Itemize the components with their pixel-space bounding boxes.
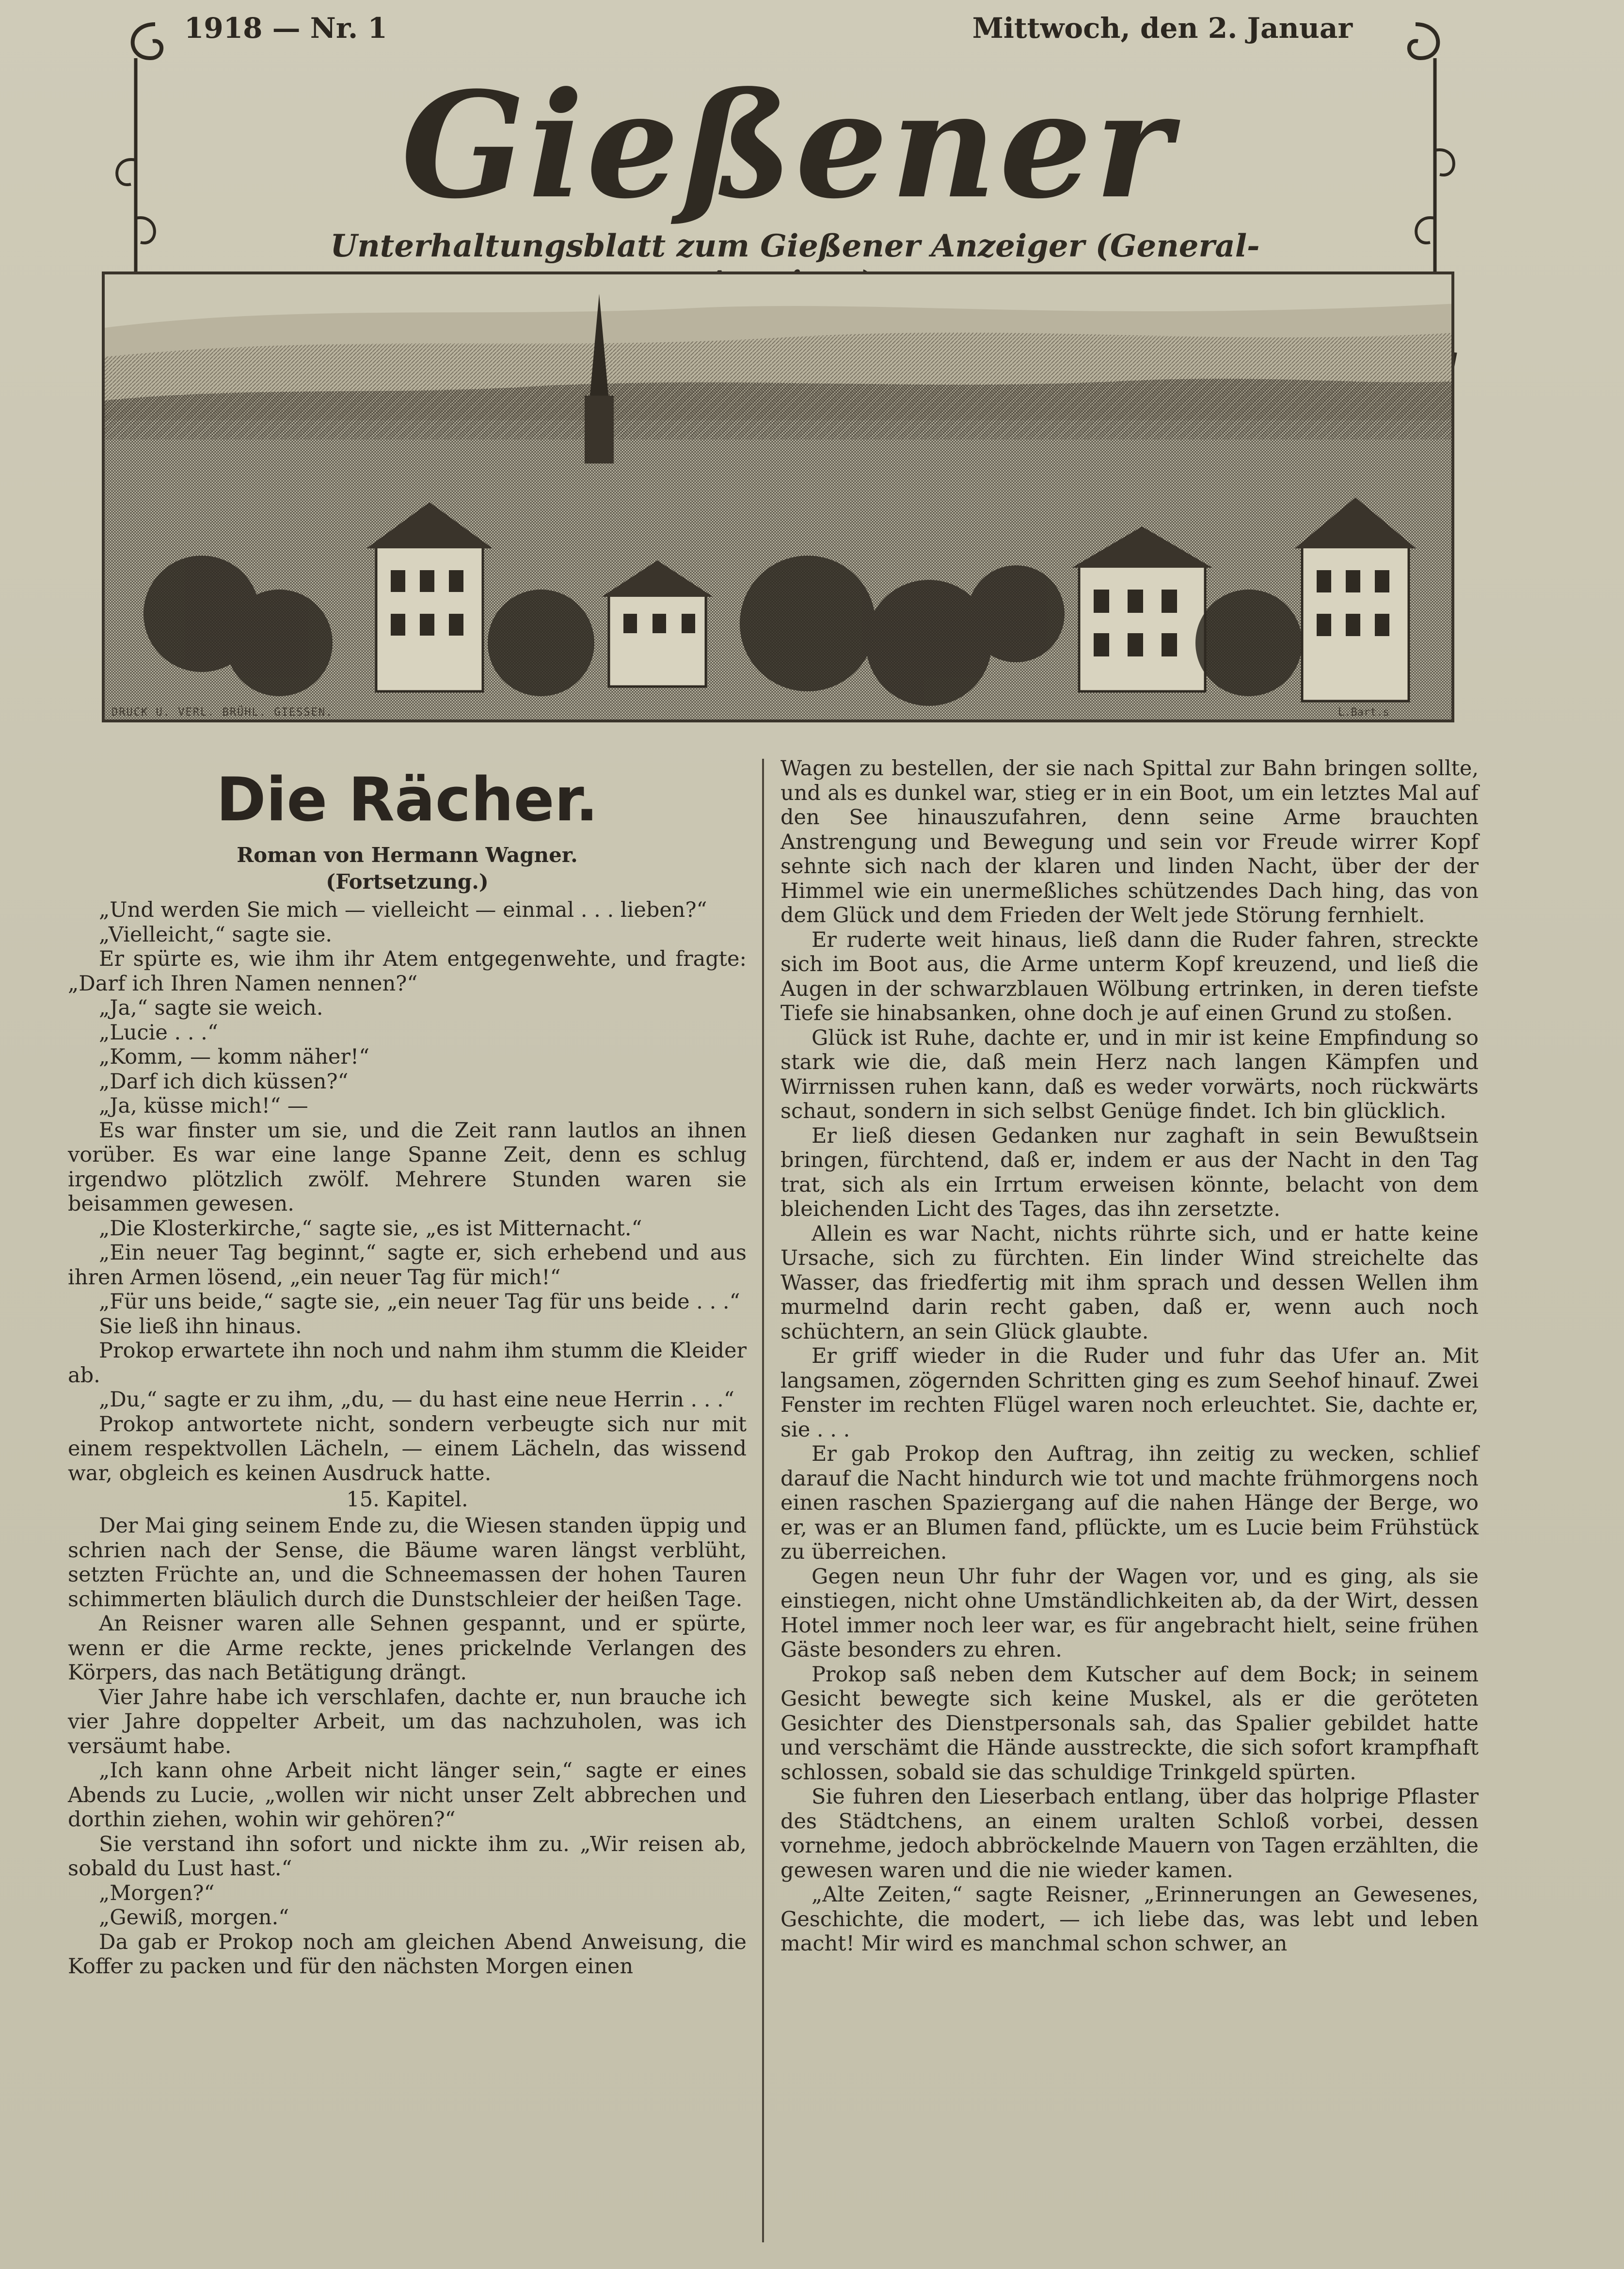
paragraph: „Die Klosterkirche,“ sagte sie, „es ist Mitternacht.“: [99, 1216, 642, 1241]
paragraph: An Reisner waren alle Sehnen gespannt, und er spürte, wenn er die Arme reckte, jenes prickelnde Verlangen des Körpers, das nach Betätigung drängt.: [68, 1612, 747, 1685]
paragraph: Glück ist Ruhe, dachte er, und in mir ist keine Empfindung so stark wie die, daß mein Herz nach langen Kämpfen und Wirrnissen ruhen kann, daß es weder vorwärts, noch rückwärts schaut, sondern in sich selbst Genüge findet. Ich bin glücklich.: [780, 1025, 1479, 1123]
chapter-heading: 15. Kapitel.: [346, 1487, 468, 1512]
paragraph: Er griff wieder in die Ruder und fuhr das Ufer an. Mit langsamen, zögernden Schritten ging es zum Seehof hinauf. Zwei Fenster im rechten Flügel waren noch erleuchtet. Sie, dachte er, sie . . .: [780, 1344, 1479, 1442]
paragraph: „Ja, küsse mich!“ —: [99, 1094, 308, 1118]
paragraph: „Ein neuer Tag beginnt,“ sagte er, sich erhebend und aus ihren Armen lösend, „ein neuer Tag für mich!“: [68, 1241, 747, 1290]
engraver-signature: L.Bart.s: [1338, 706, 1389, 719]
paragraph: Prokop erwartete ihn noch und nahm ihm stumm die Kleider ab.: [68, 1339, 747, 1388]
city-engraving: [102, 272, 1454, 722]
paragraph: Der Mai ging seinem Ende zu, die Wiesen standen üppig und schrien nach der Sense, die Bäume waren längst verblüht, setzten Früchte an, und die Schneemassen der hohen Tauren schimmerten bläulich durch die Dunstschleier der heißen Tage.: [68, 1514, 747, 1612]
newspaper-title: Gießener: [401, 60, 1175, 231]
paragraph: Allein es war Nacht, nichts rührte sich, und er hatte keine Ursache, sich zu fürchten. Ein linder Wind streichelte das Wasser, das friedfertig mit ihm sprach und dessen Wellen ihm murmelnd darin recht gaben, daß er, wenn auch noch schüchtern, an sein Glück glaubte.: [780, 1221, 1479, 1344]
paragraph: „Komm, — komm näher!“: [99, 1045, 370, 1069]
paragraph: Es war finster um sie, und die Zeit rann lautlos an ihnen vorüber. Es war eine lange Spanne Zeit, denn es schlug irgendwo plötzlich zwölf. Mehrere Stunden waren sie beisammen gewesen.: [68, 1118, 747, 1216]
paragraph: „Morgen?“: [99, 1881, 215, 1905]
paragraph: Sie ließ ihn hinaus.: [99, 1314, 302, 1339]
issue-date: Mittwoch, den 2. Januar: [972, 12, 1353, 45]
paragraph: Er ließ diesen Gedanken nur zaghaft in sein Bewußtsein bringen, fürchtend, daß er, indem er aus der Nacht in den Tag trat, sich als ein Irrtum erweisen könnte, belacht von dem bleichenden Licht des Tages, das ihn zersetzte.: [780, 1123, 1479, 1221]
left-column: [68, 756, 747, 2240]
paragraph: „Für uns beide,“ sagte sie, „ein neuer Tag für uns beide . . .“: [99, 1290, 740, 1314]
paragraph: Er ruderte weit hinaus, ließ dann die Ruder fahren, streckte sich im Boot aus, die Arme unterm Kopf kreuzend, und ließ die Augen in der schwarzblauen Wölbung ertrinken, in deren tiefste Tiefe sie hinabsanken, ohne doch je auf einen Grund zu stoßen.: [780, 927, 1479, 1025]
paragraph: „Ich kann ohne Arbeit nicht länger sein,“ sagte er eines Abends zu Lucie, „wollen wir nicht unser Zelt abbrechen und dorthin ziehen, wohin wir gehören?“: [68, 1758, 747, 1832]
column-divider: [762, 759, 764, 2242]
newspaper-subtitle: Unterhaltungsblatt zum Gießener Anzeiger (General-: [330, 228, 1260, 264]
paragraph: „Lucie . . .“: [99, 1020, 218, 1045]
paragraph: Wagen zu bestellen, der sie nach Spittal zur Bahn bringen sollte, und als es dunkel war, stieg er in ein Boot, um ein letztes Mal auf den See hinauszufahren, denn seine Arme brauchten Anstrengung und Bewegung und sein vor Freude wirrer Kopf sehnte sich nach der klaren und linden Nacht, über der der Himmel wie ein unermeßliches schützendes Dach hing, das von dem Glück und dem Frieden der Welt jede Störung fernhielt.: [780, 756, 1479, 927]
paragraph: Gegen neun Uhr fuhr der Wagen vor, und es ging, als sie einstiegen, nicht ohne Umständlichkeiten ab, da der Wirt, dessen Hotel immer noch leer war, es für angebracht hielt, seine frühen Gäste besonders zu ehren.: [780, 1564, 1479, 1662]
paragraph: Er gab Prokop den Auftrag, ihn zeitig zu wecken, schlief darauf die Nacht hindurch wie tot und machte frühmorgens noch einen raschen Spaziergang auf die nahen Hänge der Berge, wo er, was er an Blumen fand, pflückte, um es Lucie beim Frühstück zu überreichen.: [780, 1442, 1479, 1564]
engraving-credit: DRUCK U. VERL. BRÜHL. GIESSEN.: [111, 706, 334, 719]
paragraph: Er spürte es, wie ihm ihr Atem entgegenwehte, und fragte: „Darf ich Ihren Namen nennen?“: [68, 947, 747, 996]
article-title: Die Rächer.: [216, 765, 599, 835]
city-view-illustration-icon: [105, 274, 1454, 722]
continuation-note: (Fortsetzung.): [326, 870, 489, 894]
paragraph: Da gab er Prokop noch am gleichen Abend Anweisung, die Koffer zu packen und für den nächsten Morgen einen: [68, 1930, 747, 1979]
paragraph: Prokop antwortete nicht, sondern verbeugte sich nur mit einem respektvollen Lächeln, — einem Lächeln, das wissend war, obgleich es keinen Ausdruck hatte.: [68, 1412, 747, 1486]
paragraph: „Vielleicht,“ sagte sie.: [99, 922, 333, 947]
paragraph: Prokop saß neben dem Kutscher auf dem Bock; in seinem Gesicht bewegte sich keine Muskel, als er die geröteten Gesichter des Dienstpersonals sah, das Spalier gebildet hatte und verschämt die Hände ausstreckte, die sich sofort krampfhaft schlossen, sobald sie das schuldige Trinkgeld spürten.: [780, 1662, 1479, 1785]
paragraph: „Und werden Sie mich — vielleicht — einmal . . . lieben?“: [99, 898, 707, 922]
issue-number: 1918 — Nr. 1: [184, 12, 387, 45]
paragraph: „Alte Zeiten,“ sagte Reisner, „Erinnerungen an Gewesenes, Geschichte, die modert, — ich liebe das, was lebt und leben macht! Mir wird es manchmal schon schwer, an: [780, 1883, 1479, 1956]
paragraph: „Du,“ sagte er zu ihm, „du, — du hast eine neue Herrin . . .“: [99, 1388, 734, 1412]
paragraph: „Darf ich dich küssen?“: [99, 1069, 349, 1094]
article-byline: Roman von Hermann Wagner.: [237, 843, 578, 867]
paragraph: Sie fuhren den Lieserbach entlang, über das holprige Pflaster des Städtchens, an einem uralten Schloß vorbei, dessen vornehme, jedoch abbröckelnde Mauern von Tagen erzählten, die gewesen waren und die nie wieder kamen.: [780, 1785, 1479, 1883]
right-column: [780, 756, 1479, 2240]
paragraph: Vier Jahre habe ich verschlafen, dachte er, nun brauche ich vier Jahre doppelter Arbeit, um das nachzuholen, was ich versäumt habe.: [68, 1685, 747, 1758]
paragraph: Sie verstand ihn sofort und nickte ihm zu. „Wir reisen ab, sobald du Lust hast.“: [68, 1832, 747, 1881]
paragraph: „Gewiß, morgen.“: [99, 1905, 289, 1930]
paragraph: „Ja,“ sagte sie weich.: [99, 996, 323, 1020]
